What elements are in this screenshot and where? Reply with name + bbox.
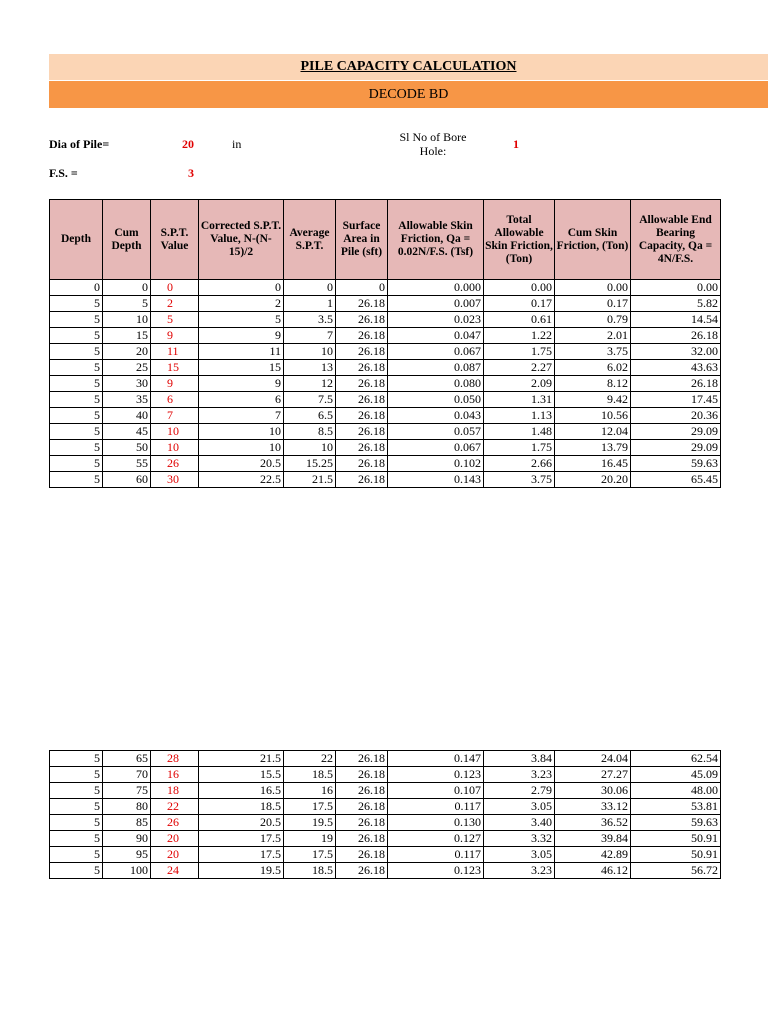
table-cell: 6: [151, 392, 199, 408]
table-cell: 5: [50, 424, 103, 440]
table-row: [50, 815, 721, 831]
table-cell: 19.5: [284, 815, 336, 831]
pile-capacity-table-continued: [49, 750, 721, 879]
table-cell: 70: [103, 767, 151, 783]
table-cell: 19.5: [199, 863, 284, 879]
table-cell: 15.5: [199, 767, 284, 783]
header-surface-area: Surface Area in Pile (sft): [336, 200, 388, 280]
table-cell: 26.18: [336, 456, 388, 472]
table-row: [50, 376, 721, 392]
table-cell: 15: [103, 328, 151, 344]
table-cell: 1.13: [484, 408, 555, 424]
table-cell: 22: [284, 751, 336, 767]
table-cell: 0: [199, 280, 284, 296]
table-cell: 26.18: [336, 312, 388, 328]
table-cell: 18.5: [199, 799, 284, 815]
table-cell: 17.5: [199, 847, 284, 863]
table-cell: 39.84: [555, 831, 631, 847]
table-cell: 1.75: [484, 440, 555, 456]
table-cell: 0.00: [631, 280, 721, 296]
table-cell: 26.18: [336, 296, 388, 312]
table-cell: 0.067: [388, 440, 484, 456]
table-cell: 3.23: [484, 863, 555, 879]
table-cell: 0.00: [484, 280, 555, 296]
page-subtitle: DECODE BD: [49, 81, 768, 108]
table-cell: 5: [50, 456, 103, 472]
table-cell: 46.12: [555, 863, 631, 879]
table-cell: 5: [50, 440, 103, 456]
table-cell: 20: [151, 831, 199, 847]
table-cell: 0.00: [555, 280, 631, 296]
table-cell: 3.05: [484, 847, 555, 863]
table-cell: 26: [151, 815, 199, 831]
header-average-spt: Average S.P.T.: [284, 200, 336, 280]
table-row: [50, 799, 721, 815]
table-cell: 26.18: [336, 344, 388, 360]
table-cell: 7.5: [284, 392, 336, 408]
table-cell: 0.127: [388, 831, 484, 847]
table-row: [50, 831, 721, 847]
table-cell: 16: [284, 783, 336, 799]
table-row: [50, 392, 721, 408]
table-cell: 30: [151, 472, 199, 488]
table-cell: 0.067: [388, 344, 484, 360]
table-cell: 21.5: [199, 751, 284, 767]
table-cell: 10: [103, 312, 151, 328]
fs-label: F.S. =: [49, 166, 78, 180]
table-cell: 15.25: [284, 456, 336, 472]
table-cell: 80: [103, 799, 151, 815]
table-cell: 5: [50, 344, 103, 360]
table-cell: 1.22: [484, 328, 555, 344]
table-cell: 40: [103, 408, 151, 424]
bore-label-line-2: Hole:: [419, 144, 447, 158]
table-cell: 2.27: [484, 360, 555, 376]
bore-value: 1: [513, 137, 519, 151]
table-cell: 5: [50, 815, 103, 831]
table-cell: 26.18: [336, 392, 388, 408]
table-cell: 2.01: [555, 328, 631, 344]
table-cell: 53.81: [631, 799, 721, 815]
table-cell: 2.09: [484, 376, 555, 392]
table-cell: 29.09: [631, 440, 721, 456]
table-cell: 0.107: [388, 783, 484, 799]
table-cell: 50.91: [631, 831, 721, 847]
table-cell: 12.04: [555, 424, 631, 440]
table-cell: 9: [199, 376, 284, 392]
table-cell: 1.48: [484, 424, 555, 440]
table-row: [50, 312, 721, 328]
table-cell: 27.27: [555, 767, 631, 783]
header-cum-depth: Cum Depth: [103, 200, 151, 280]
table-cell: 9: [151, 376, 199, 392]
table-cell: 26.18: [631, 328, 721, 344]
table-cell: 56.72: [631, 863, 721, 879]
table-row: [50, 280, 721, 296]
table-cell: 7: [151, 408, 199, 424]
dia-unit: in: [232, 137, 242, 151]
table-cell: 10: [151, 440, 199, 456]
table-cell: 8.5: [284, 424, 336, 440]
table-cell: 24: [151, 863, 199, 879]
table-cell: 18: [151, 783, 199, 799]
header-end-bearing: Allowable End Bearing Capacity, Qa = 4N/F.S.: [631, 200, 721, 280]
table-cell: 59.63: [631, 815, 721, 831]
table-row: [50, 440, 721, 456]
page-title: [49, 54, 768, 80]
table-cell: 7: [284, 328, 336, 344]
table-cell: 26.18: [336, 863, 388, 879]
table-cell: 20: [103, 344, 151, 360]
table-cell: 5: [103, 296, 151, 312]
table-row: [50, 783, 721, 799]
table-cell: 65.45: [631, 472, 721, 488]
table-cell: 11: [199, 344, 284, 360]
table-cell: 26.18: [336, 472, 388, 488]
table-cell: 26.18: [336, 408, 388, 424]
table-cell: 0.17: [555, 296, 631, 312]
table-cell: 6.02: [555, 360, 631, 376]
table-row: [50, 408, 721, 424]
table-cell: 0.007: [388, 296, 484, 312]
table-body-top: [50, 280, 721, 488]
table-cell: 5: [50, 328, 103, 344]
table-cell: 29.09: [631, 424, 721, 440]
table-cell: 75: [103, 783, 151, 799]
table-cell: 5: [50, 863, 103, 879]
table-cell: 15: [199, 360, 284, 376]
table-cell: 5: [50, 376, 103, 392]
table-cell: 1.31: [484, 392, 555, 408]
table-cell: 17.5: [284, 799, 336, 815]
table-cell: 9: [199, 328, 284, 344]
table-cell: 17.5: [284, 847, 336, 863]
table-cell: 45.09: [631, 767, 721, 783]
table-cell: 0.17: [484, 296, 555, 312]
table-cell: 25: [103, 360, 151, 376]
table-cell: 14.54: [631, 312, 721, 328]
table-row: [50, 344, 721, 360]
table-cell: 30.06: [555, 783, 631, 799]
table-cell: 3.75: [484, 472, 555, 488]
table-cell: 6.5: [284, 408, 336, 424]
table-cell: 0.147: [388, 751, 484, 767]
table-cell: 10: [199, 424, 284, 440]
table-cell: 26.18: [336, 751, 388, 767]
table-cell: 9.42: [555, 392, 631, 408]
table-cell: 3.23: [484, 767, 555, 783]
table-cell: 18.5: [284, 767, 336, 783]
table-cell: 60: [103, 472, 151, 488]
table-cell: 5: [50, 296, 103, 312]
table-cell: 0: [50, 280, 103, 296]
table-row: [50, 847, 721, 863]
table-cell: 5: [50, 799, 103, 815]
header-depth: Depth: [50, 200, 103, 280]
table-cell: 3.05: [484, 799, 555, 815]
table-cell: 26.18: [336, 799, 388, 815]
table-cell: 0.050: [388, 392, 484, 408]
table-cell: 55: [103, 456, 151, 472]
table-cell: 20.36: [631, 408, 721, 424]
table-cell: 3.84: [484, 751, 555, 767]
table-cell: 21.5: [284, 472, 336, 488]
table-cell: 36.52: [555, 815, 631, 831]
table-cell: 62.54: [631, 751, 721, 767]
table-body-bottom: [50, 751, 721, 879]
table-cell: 26.18: [336, 376, 388, 392]
page-title-text: PILE CAPACITY CALCULATION: [300, 59, 517, 74]
table-cell: 26.18: [336, 783, 388, 799]
table-cell: 0.117: [388, 799, 484, 815]
table-cell: 5: [50, 408, 103, 424]
table-cell: 0.61: [484, 312, 555, 328]
table-cell: 0.79: [555, 312, 631, 328]
table-cell: 5: [151, 312, 199, 328]
table-cell: 5: [199, 312, 284, 328]
table-row: [50, 328, 721, 344]
table-cell: 0.123: [388, 863, 484, 879]
table-cell: 18.5: [284, 863, 336, 879]
table-cell: 26.18: [336, 847, 388, 863]
fs-value: 3: [188, 166, 194, 180]
table-cell: 0.023: [388, 312, 484, 328]
table-row: [50, 767, 721, 783]
table-cell: 5.82: [631, 296, 721, 312]
table-cell: 10: [284, 344, 336, 360]
table-cell: 85: [103, 815, 151, 831]
table-cell: 3.32: [484, 831, 555, 847]
table-cell: 42.89: [555, 847, 631, 863]
table-cell: 33.12: [555, 799, 631, 815]
table-cell: 1.75: [484, 344, 555, 360]
table-cell: 10: [151, 424, 199, 440]
table-cell: 100: [103, 863, 151, 879]
bore-label: [388, 130, 478, 158]
table-cell: 26.18: [336, 360, 388, 376]
table-row: [50, 863, 721, 879]
table-cell: 35: [103, 392, 151, 408]
table-row: [50, 472, 721, 488]
table-cell: 5: [50, 847, 103, 863]
table-cell: 90: [103, 831, 151, 847]
table-cell: 48.00: [631, 783, 721, 799]
table-cell: 0.000: [388, 280, 484, 296]
table-cell: 5: [50, 831, 103, 847]
table-cell: 13: [284, 360, 336, 376]
table-cell: 95: [103, 847, 151, 863]
table-cell: 3.5: [284, 312, 336, 328]
table-cell: 17.5: [199, 831, 284, 847]
table-cell: 0: [151, 280, 199, 296]
table-cell: 20: [151, 847, 199, 863]
table-row: [50, 456, 721, 472]
table-cell: 0: [103, 280, 151, 296]
table-cell: 26.18: [336, 328, 388, 344]
table-cell: 5: [50, 767, 103, 783]
table-row: [50, 296, 721, 312]
table-cell: 6: [199, 392, 284, 408]
pile-capacity-table: [49, 199, 721, 488]
header-spt-value: S.P.T. Value: [151, 200, 199, 280]
table-row: [50, 751, 721, 767]
table-cell: 26.18: [336, 424, 388, 440]
table-cell: 15: [151, 360, 199, 376]
table-cell: 5: [50, 751, 103, 767]
table-cell: 5: [50, 392, 103, 408]
table-cell: 5: [50, 783, 103, 799]
bore-label-line-1: Sl No of Bore: [399, 130, 467, 144]
table-cell: 22: [151, 799, 199, 815]
table-cell: 26.18: [336, 831, 388, 847]
table-row: [50, 360, 721, 376]
dia-value: 20: [182, 137, 194, 151]
table-cell: 30: [103, 376, 151, 392]
header-corrected-spt: Corrected S.P.T. Value, N-(N-15)/2: [199, 200, 284, 280]
table-cell: 26: [151, 456, 199, 472]
table-cell: 1: [284, 296, 336, 312]
table-cell: 10: [199, 440, 284, 456]
table-cell: 26.18: [631, 376, 721, 392]
table-cell: 2.79: [484, 783, 555, 799]
header-total-skin-friction: Total Allowable Skin Friction, (Ton): [484, 200, 555, 280]
table-cell: 0.102: [388, 456, 484, 472]
table-cell: 26.18: [336, 440, 388, 456]
table-cell: 9: [151, 328, 199, 344]
table-cell: 7: [199, 408, 284, 424]
table-cell: 50.91: [631, 847, 721, 863]
table-cell: 65: [103, 751, 151, 767]
table-cell: 0: [284, 280, 336, 296]
table-cell: 45: [103, 424, 151, 440]
table-cell: 2.66: [484, 456, 555, 472]
table-cell: 24.04: [555, 751, 631, 767]
table-cell: 0.130: [388, 815, 484, 831]
table-cell: 8.12: [555, 376, 631, 392]
table-cell: 16: [151, 767, 199, 783]
table-cell: 0.087: [388, 360, 484, 376]
table-cell: 0.117: [388, 847, 484, 863]
table-row: [50, 424, 721, 440]
table-cell: 3.40: [484, 815, 555, 831]
dia-label: Dia of Pile=: [49, 137, 110, 151]
table-cell: 11: [151, 344, 199, 360]
table-cell: 50: [103, 440, 151, 456]
table-cell: 28: [151, 751, 199, 767]
table-cell: 20.20: [555, 472, 631, 488]
table-cell: 22.5: [199, 472, 284, 488]
table-cell: 0.047: [388, 328, 484, 344]
table-cell: 12: [284, 376, 336, 392]
table-cell: 10: [284, 440, 336, 456]
table-cell: 32.00: [631, 344, 721, 360]
table-cell: 0: [336, 280, 388, 296]
header-cum-skin-friction: Cum Skin Friction, (Ton): [555, 200, 631, 280]
table-cell: 17.45: [631, 392, 721, 408]
header-allowable-skin-friction: Allowable Skin Friction, Qa = 0.02N/F.S. (Tsf): [388, 200, 484, 280]
table-cell: 0.043: [388, 408, 484, 424]
table-cell: 16.5: [199, 783, 284, 799]
table-cell: 10.56: [555, 408, 631, 424]
table-cell: 20.5: [199, 456, 284, 472]
table-cell: 43.63: [631, 360, 721, 376]
table-cell: 26.18: [336, 767, 388, 783]
table-cell: 0.123: [388, 767, 484, 783]
table-cell: 26.18: [336, 815, 388, 831]
table-cell: 13.79: [555, 440, 631, 456]
table-cell: 16.45: [555, 456, 631, 472]
table-cell: 19: [284, 831, 336, 847]
table-cell: 20.5: [199, 815, 284, 831]
table-cell: 0.080: [388, 376, 484, 392]
table-cell: 5: [50, 472, 103, 488]
table-cell: 2: [199, 296, 284, 312]
table-cell: 0.057: [388, 424, 484, 440]
table-cell: 59.63: [631, 456, 721, 472]
table-cell: 5: [50, 360, 103, 376]
table-cell: 2: [151, 296, 199, 312]
table-cell: 3.75: [555, 344, 631, 360]
table-cell: 5: [50, 312, 103, 328]
table-cell: 0.143: [388, 472, 484, 488]
